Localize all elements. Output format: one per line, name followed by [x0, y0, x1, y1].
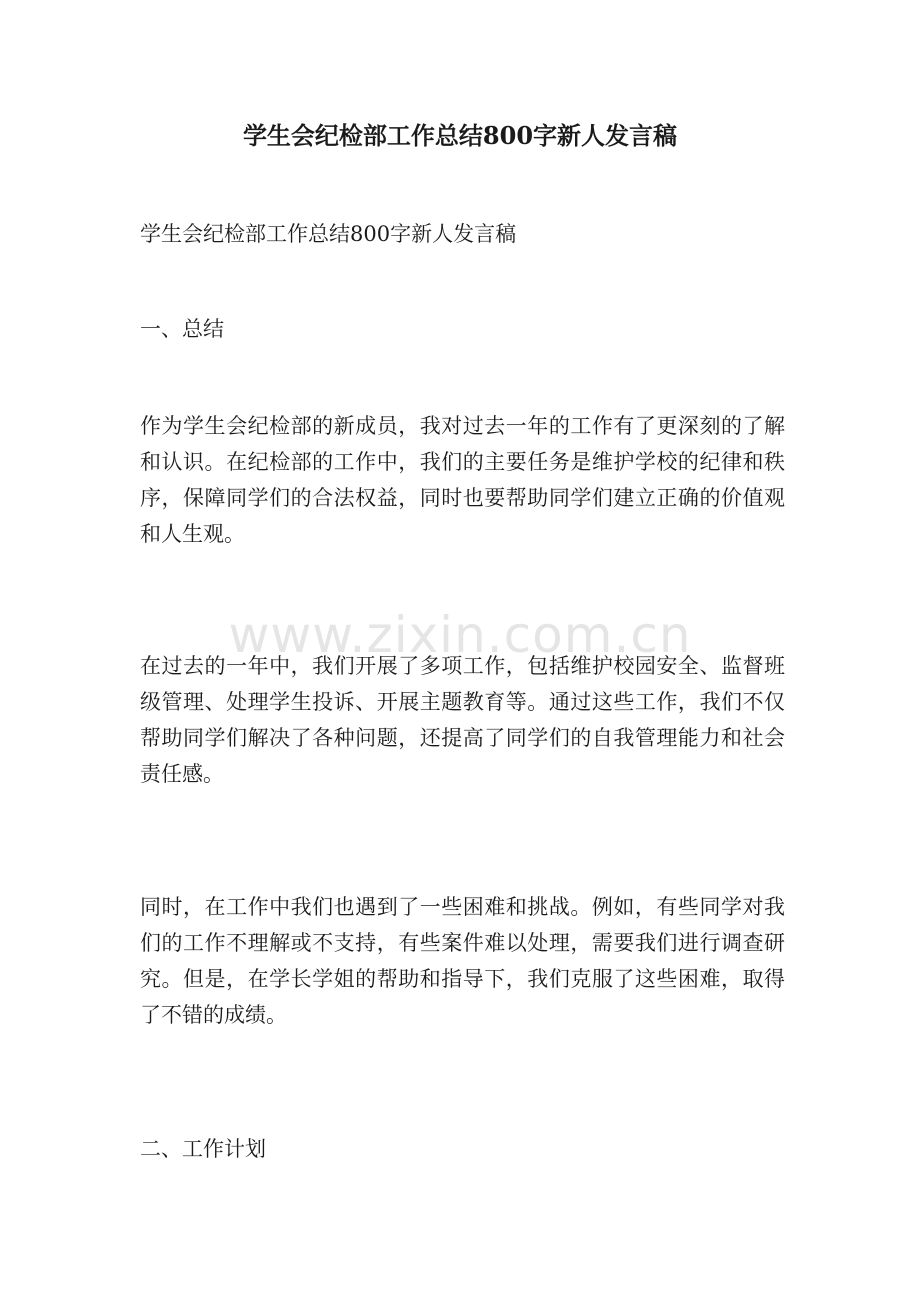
section-heading-summary: 一、总结	[140, 317, 224, 341]
document-title: 学生会纪检部工作总结800字新人发言稿	[242, 121, 678, 150]
paragraph-past-work: 在过去的一年中，我们开展了多项工作，包括维护校园安全、监督班级管理、处理学生投诉、开展主题教育等。通过这些工作，我们不仅帮助同学们解决了各种问题，还提高了同学们的自我管理能力和社会责任感。	[140, 654, 785, 786]
document-subtitle: 学生会纪检部工作总结800字新人发言稿	[140, 222, 517, 246]
section-heading-work-plan: 二、工作计划	[140, 1137, 266, 1161]
watermark-text: www.zixin.com.cn	[228, 606, 692, 664]
paragraph-challenges: 同时，在工作中我们也遇到了一些困难和挑战。例如，有些同学对我们的工作不理解或不支持，有些案件难以处理，需要我们进行调查研究。但是，在学长学姐的帮助和指导下，我们克服了这些困难，取得了不错的成绩。	[140, 895, 785, 1027]
paragraph-intro: 作为学生会纪检部的新成员，我对过去一年的工作有了更深刻的了解和认识。在纪检部的工作中，我们的主要任务是维护学校的纪律和秩序，保障同学们的合法权益，同时也要帮助同学们建立正确的价值观和人生观。	[140, 414, 785, 546]
